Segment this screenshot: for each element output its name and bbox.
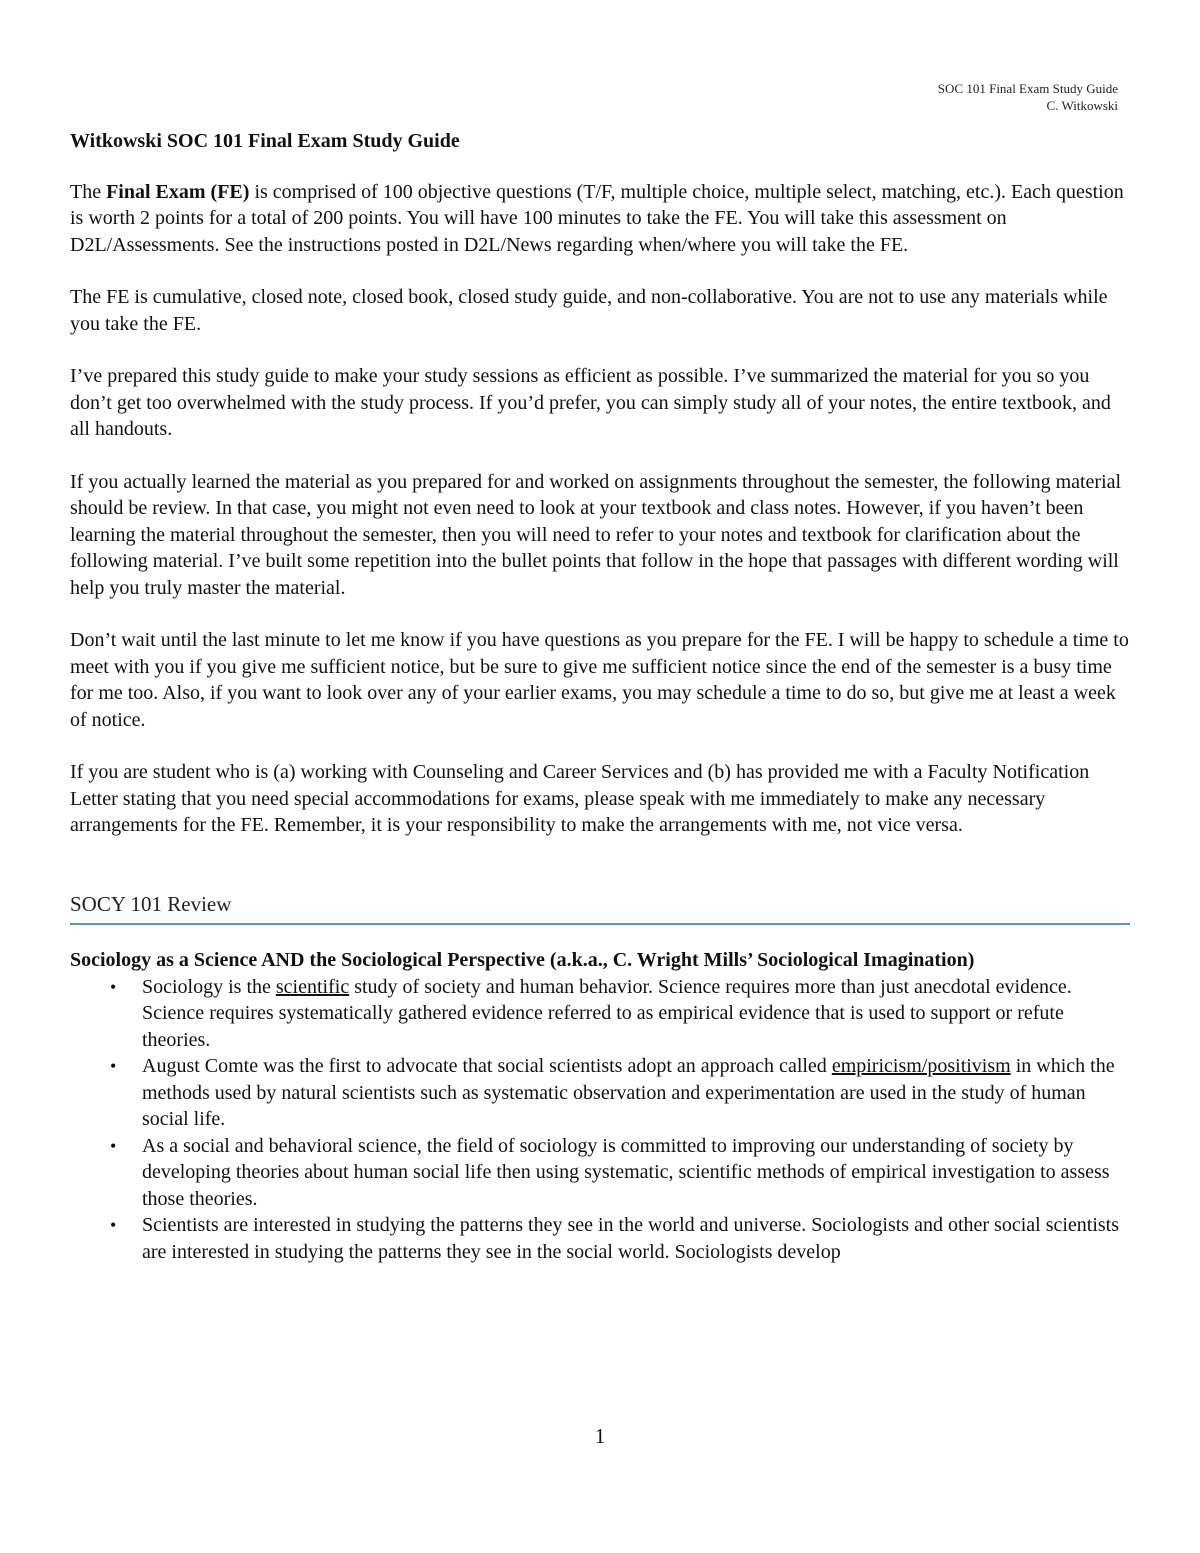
topic-heading-sociology-science: Sociology as a Science AND the Sociological Perspective (a.k.a., C. Wright Mills’ Sociological Imagination) <box>70 949 975 971</box>
list-item <box>70 1212 1130 1265</box>
paragraph-questions-contact: Don’t wait until the last minute to let me know if you have questions as you prepare for the FE. I will be happy to schedule a time to meet with you if you give me sufficient notice, but be sure to give me sufficient notice since the end of the semester is a busy time for me too. Also, if you want to look over any of your earlier exams, you may schedule a time to do so, but give me at least a week of notice. <box>70 629 1129 731</box>
para1-rest: is comprised of 100 objective questions (T/F, multiple choice, multiple select, matching, etc.). Each question is worth 2 points for a total of 200 points. You will have 100 minutes to take the FE. You will take this assessment on D2L/Assessments. See the instructions posted in D2L/News regarding when/where you will take the FE. <box>70 180 1124 256</box>
document-body <box>70 128 1130 1265</box>
header-author: C. Witkowski <box>1046 98 1118 113</box>
underlined-term-empiricism: empiricism/positivism <box>831 1055 1011 1077</box>
bullet-text: As a social and behavioral science, the field of sociology is committed to improving our understanding of society by developing theories about human social life then using systematic, scientific methods of empirical investigation to assess those theories. <box>142 1134 1110 1210</box>
page-number: 1 <box>594 1424 606 1448</box>
bullet-text-after: in which the methods used by natural scientists such as systematic observation and experimentation are used in the study of human social life. <box>142 1055 1115 1130</box>
running-header <box>938 80 1118 114</box>
bullet-icon: • <box>110 1056 117 1076</box>
header-course-title: SOC 101 Final Exam Study Guide <box>937 81 1118 96</box>
paragraph-study-guide-purpose: I’ve prepared this study guide to make your study sessions as efficient as possible. I’ve summarized the material for you so you don’t get too overwhelmed with the study process. If you’d prefer, you can simply study all of your notes, the entire textbook, and all handouts. <box>70 365 1111 440</box>
bullet-list <box>70 974 1130 1266</box>
list-item <box>70 974 1130 1054</box>
intro-paragraph-final-exam <box>70 179 1130 259</box>
section-heading-review: SOCY 101 Review <box>70 891 1130 926</box>
bullet-text-after: study of society and human behavior. Science requires more than just anecdotal evidence. Science requires systematically gathered evidence referred to as empirical evidence that is used to support or refute theories. <box>142 975 1072 1051</box>
paragraph-accommodations: If you are student who is (a) working with Counseling and Career Services and (b) has provided me with a Faculty Notification Letter stating that you need special accommodations for exams, please speak with me immediately to make any necessary arrangements for the FE. Remember, it is your responsibility to make the arrangements with me, not vice versa. <box>70 761 1090 836</box>
final-exam-term: Final Exam (FE) <box>106 180 250 203</box>
underlined-term-scientific: scientific <box>275 975 350 998</box>
bullet-text-before: Sociology is the <box>142 975 276 998</box>
bullet-text: Scientists are interested in studying the patterns they see in the world and universe. Sociologists and other social scientists are interested in studying the patterns they see in the social world. Sociologists develop <box>142 1214 1120 1263</box>
bullet-text-before: August Comte was the first to advocate that social scientists adopt an approach called <box>142 1055 832 1077</box>
bullet-icon: • <box>110 976 117 997</box>
bullet-icon: • <box>110 1215 117 1235</box>
bullet-icon: • <box>110 1135 117 1156</box>
paragraph-exam-rules: The FE is cumulative, closed note, closed book, closed study guide, and non-collaborative. You are not to use any materials while you take the FE. <box>70 286 1108 335</box>
document-title: Witkowski SOC 101 Final Exam Study Guide <box>70 130 460 152</box>
list-item <box>70 1053 1130 1133</box>
paragraph-review-note: If you actually learned the material as you prepared for and worked on assignments throughout the semester, the following material should be review. In that case, you might not even need to look at your textbook and class notes. However, if you haven’t been learning the material throughout the semester, then you will need to refer to your notes and textbook for clarification about the following material. I’ve built some repetition into the bullet points that follow in the hope that passages with different wording will help you truly master the material. <box>70 470 1122 599</box>
list-item <box>70 1133 1130 1213</box>
para1-lead: The <box>70 180 107 203</box>
